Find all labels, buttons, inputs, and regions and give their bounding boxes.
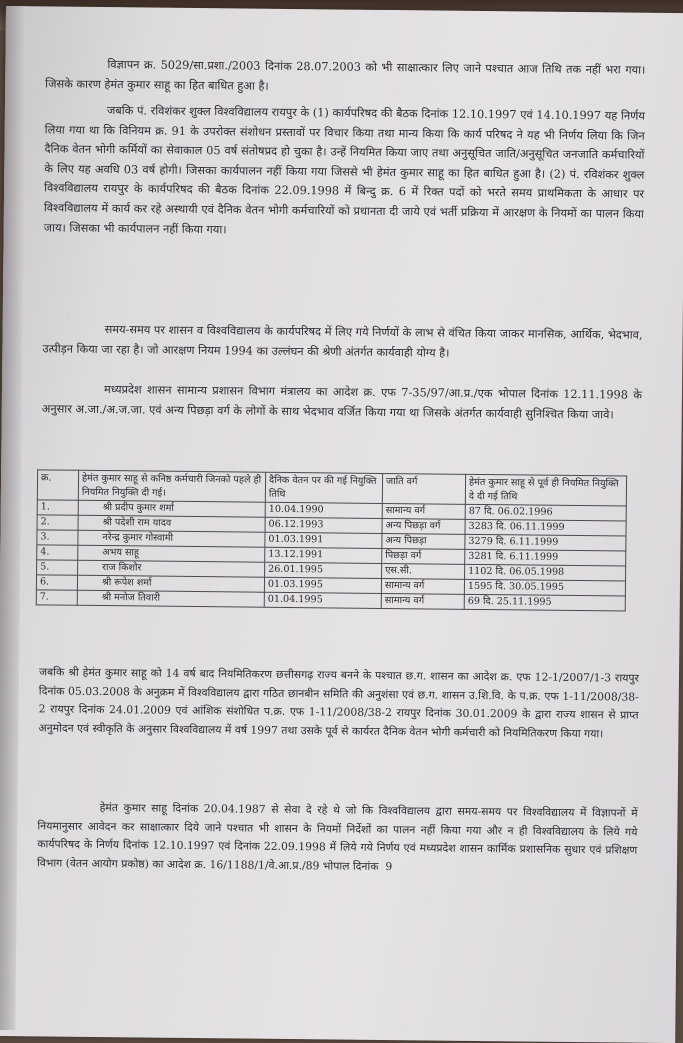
cell-date: 10.04.1990 [265, 502, 382, 518]
cell-date: 01.03.1995 [264, 577, 381, 593]
cell-caste: सामान्य वर्ग [381, 578, 464, 594]
cell-name: राज किशोर [78, 560, 265, 577]
cell-regularization: 3281 दि. 6.11.1999 [465, 549, 626, 566]
cell-date: 01.03.1991 [265, 532, 382, 548]
cell-serial: 5. [37, 560, 78, 575]
cell-caste: अन्य पिछड़ा [382, 533, 465, 549]
cell-serial: 7. [36, 590, 77, 605]
cell-caste: पिछड़ा वर्ग [382, 548, 465, 564]
paragraph-text: विज्ञापन क्र. 5029/सा.प्रशा./2003 दिनांक 28.07.2003 को भी साक्षात्कार लिए जाने पश्चात आज तिथि तक नहीं भरा गया। जिसके कारण हेमंत कुमार साहू का हित बाधित हुआ है। [45, 58, 646, 93]
paragraph-council-decisions [44, 100, 645, 243]
cell-name: श्री रूपेश शर्मा [77, 575, 264, 592]
cell-name: नरेन्द्र कुमार गोस्वामी [78, 530, 265, 547]
cell-regularization: 87 दि. 06.02.1996 [465, 504, 626, 521]
cell-regularization: 3279 दि. 6.11.1999 [465, 534, 626, 551]
paragraph-advertisement [45, 54, 645, 99]
cell-serial: 2. [37, 515, 78, 530]
paragraph-regularization [38, 663, 639, 743]
cell-name: अभय साहू [78, 545, 265, 562]
paragraph-service-history [37, 798, 638, 878]
header-serial: क्र. [37, 470, 78, 500]
cell-date: 01.04.1995 [264, 592, 381, 608]
document-page [0, 6, 683, 1043]
cell-serial: 1. [37, 500, 78, 515]
paragraph-text: मध्यप्रदेश शासन सामान्य प्रशासन विभाग मंत्रालय का आदेश क्र. एफ 7-35/97/आ.प्र./एक भोपाल दिनांक 12.11.1998 के अनुसार अ.जा./अ.ज.जा. एवं अन्य पिछड़ा वर्ग के लोगों के साथ भेदभाव वर्जित किया गया था जिसके अंतर्गत कार्यवाही सुनिश्चित किया जावे। [41, 383, 643, 421]
cell-regularization: 1595 दि. 30.05.1995 [464, 579, 625, 596]
paragraph-text: जबकि पं. रविशंकर शुक्ल विश्वविद्यालय रायपुर के (1) कार्यपरिषद की बैठक दिनांक 12.10.1997 एवं 14.10.1997 यह निर्णय लिया गया था कि विनियम क्र. 91 के उपरोक्त संशोधन प्रस्तावों पर विचार किया तथा मान्य किया कि कार्य परिषद ने यह भी निर्णय लिया कि जिन दैनिक वेतन भोगी कर्मियों का सेवाकाल 05 वर्ष संतोषप्रद हो चुका है। उन्हें नियमित किया जाए तथा अनुसूचित जाति/अनुसूचित जनजाति कर्मचारियों के लिए यह अवधि 03 वर्ष होगी। जिसका कार्यपालन नहीं किया गया जिससे भी हेमंत कुमार साहू का हित बाधित हुआ है। (2) पं. रविशंकर शुक्ल विश्वविद्यालय रायपुर के कार्यपरिषद की बैठक दिनांक 22.09.1998 में बिन्दु क्र. 6 में रिक्त पदों को भरते समय प्राथमिकता के आधार पर विश्वविद्यालय में कार्य कर रहे अस्थायी एवं दैनिक वेतन भोगी कर्मचारियों को प्रधानता दी जाये एवं भर्ती प्रक्रिया में आरक्षण के नियमों का पालन किया जाय। जिसका भी कार्यपालन नहीं किया गया। [43, 104, 645, 236]
header-regularization-date: हेमंत कुमार साहू से पूर्व ही नियमित नियुक्ति दे दी गई तिथि [465, 474, 626, 506]
paragraph-text [37, 798, 638, 878]
header-caste-category: जाति वर्ग [382, 473, 465, 504]
cell-date: 26.01.1995 [265, 562, 382, 578]
cell-date: 13.12.1991 [265, 547, 382, 563]
page-number: 9 [385, 859, 393, 873]
cell-name: श्री पदेशी राम यादव [78, 515, 265, 532]
cell-serial: 3. [37, 530, 78, 545]
paragraph-mp-order [42, 379, 642, 424]
paragraph-text: समय-समय पर शासन व विश्वविद्यालय के कार्यपरिषद में लिए गये निर्णयों के लाभ से वंचित किया जाकर मानसिक, आर्थिक, भेदभाव, उत्पीड़न किया जा रहा है। जो आरक्षण नियम 1994 का उल्लंघन की श्रेणी अंतर्गत कार्यवाही योग्य है। [42, 323, 643, 360]
cell-regularization: 1102 दि. 06.05.1998 [465, 564, 626, 581]
paragraph-body: हेमंत कुमार साहू दिनांक 20.04.1987 से सेवा दे रहे थे जो कि विश्वविद्यालय द्वारा समय-समय पर विश्वविद्यालय में विज्ञापनों में नियमानुसार आवेदन कर साक्षात्कार दिये जाने पश्चात भी शासन के नियमों निर्देशों का पालन नहीं किया गया और न ही विश्वविद्यालय के लिये गये कार्यपरिषद के निर्णय दिनांक 12.10.1997 एवं दिनांक 22.09.1998 में लिये गये निर्णय एवं मध्यप्रदेश शासन कार्मिक प्रशासनिक सुधार एवं प्रशिक्षण विभाग (वेतन आयोग प्रकोष्ठ) का आदेश क्र. 16/1188/1/वे.आ.प्र./89 भोपाल दिनांक [36, 801, 638, 873]
junior-employees-table [36, 469, 627, 611]
cell-regularization: 69 दि. 25.11.1995 [464, 594, 625, 611]
header-daily-wage-date: दैनिक वेतन पर की गई नियुक्ति तिथि [265, 472, 382, 503]
paragraph-text: जबकि श्री हेमंत कुमार साहू को 14 वर्ष बाद नियमितिकरण छत्तीसगढ़ राज्य बनने के पश्चात छ.ग. शासन का आदेश क्र. एफ 12-1/2007/1-3 रायपुर दिनांक 05.03.2008 के अनुक्रम में विश्वविद्यालय द्वारा गठित छानबीन समिति की अनुशंसा एवं छ.ग. शासन उ.शि.वि. के प.क्र. एफ 1-11/2008/38-2 रायपुर दिनांक 24.01.2009 एवं आंशिक संशोधित प.क्र. एफ 1-11/2008/38-2 रायपुर दिनांक 30.01.2009 के द्वारा राज्य शासन से प्राप्त अनुमोदन एवं स्वीकृति के अनुसार विश्वविद्यालय में वर्ष 1997 तथा उसके पूर्व से कार्यरत दैनिक वेतन भोगी कर्मचारी को नियमितिकरण किया गया। [38, 665, 640, 740]
cell-caste: सामान्य वर्ग [382, 503, 465, 519]
cell-serial: 6. [36, 575, 77, 590]
cell-name: श्री मनोज तिवारी [77, 590, 264, 607]
cell-regularization: 3283 दि. 06.11.1999 [465, 519, 626, 536]
cell-caste: सामान्य वर्ग [381, 593, 464, 609]
cell-caste: एस.सी. [382, 563, 465, 579]
cell-name: श्री प्रदीप कुमार शर्मा [78, 500, 265, 517]
cell-date: 06.12.1993 [265, 517, 382, 533]
header-junior-employee: हेमंत कुमार साहू से कनिष्ठ कर्मचारी जिनको पहले ही नियमित नियुक्ति दी गई। [78, 470, 265, 502]
page-fold-shadow [0, 6, 26, 1030]
paragraph-deprivation [42, 319, 642, 364]
cell-caste: अन्य पिछड़ा वर्ग [382, 518, 465, 534]
cell-serial: 4. [37, 545, 78, 560]
